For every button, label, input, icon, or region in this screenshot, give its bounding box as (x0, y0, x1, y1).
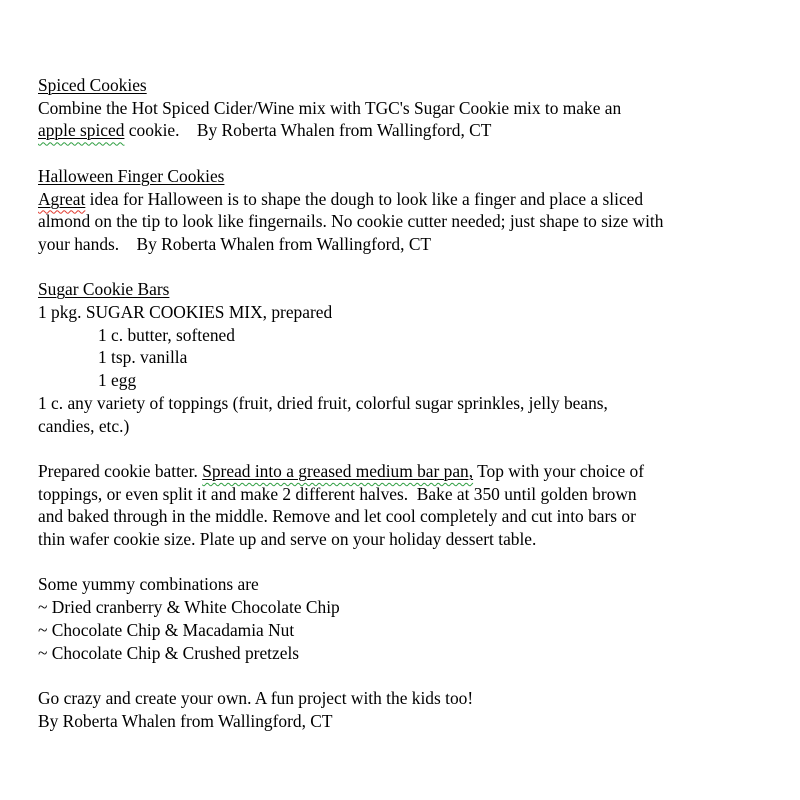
text-run: Go crazy and create your own. A fun project with the kids too! (38, 687, 474, 708)
text-run: cookie. By Roberta Whalen from Wallingford, CT (124, 120, 492, 141)
text-run: 1 c. butter, softened (98, 324, 235, 345)
text-line (38, 596, 762, 619)
text-run: 1 tsp. vanilla (98, 347, 188, 368)
text-line (38, 483, 762, 506)
text-run: your hands. By Roberta Whalen from Wallingford, CT (38, 233, 432, 254)
grammar-squiggle: apple spiced (38, 120, 125, 141)
text-run: almond on the tip to look like fingernails. No cookie cutter needed; just shape to size with (38, 211, 664, 232)
text-line (38, 210, 762, 233)
text-run: Combine the Hot Spiced Cider/Wine mix with TGC's Sugar Cookie mix to make an (38, 97, 622, 118)
heading-spiced-cookies (38, 74, 762, 97)
text-line (38, 392, 762, 415)
underlined-text: Halloween Finger Cookies (38, 165, 225, 186)
text-run: toppings, or even split it and make 2 different halves. Bake at 350 until golden brown (38, 483, 637, 504)
text-line (38, 346, 762, 369)
spellcheck-flagged-text (38, 189, 85, 209)
text-run: 1 egg (98, 370, 137, 391)
text-line (38, 460, 762, 483)
spellcheck-squiggle: Agreat (38, 188, 86, 209)
text-run: Prepared cookie batter. (38, 460, 203, 481)
text-line (38, 119, 762, 142)
heading-halloween-finger-cookies (38, 165, 762, 188)
grammar-squiggle: Spread into a greased medium bar pan, (202, 460, 474, 481)
text-run: 1 c. any variety of toppings (fruit, dried fruit, colorful sugar sprinkles, jelly beans, (38, 392, 608, 413)
text-line (38, 505, 762, 528)
text-line (38, 188, 762, 211)
text-line (38, 528, 762, 551)
text-line (38, 301, 762, 324)
grammar-flagged-text (202, 461, 473, 481)
grammar-flagged-text (38, 120, 124, 140)
blank-line (38, 256, 762, 279)
blank-line (38, 437, 762, 460)
text-run: ~ Dried cranberry & White Chocolate Chip (38, 597, 340, 618)
text-line (38, 369, 762, 392)
heading-sugar-cookie-bars (38, 278, 762, 301)
blank-line (38, 551, 762, 574)
text-run: and baked through in the middle. Remove and let cool completely and cut into bars or (38, 506, 636, 527)
underlined-text: Sugar Cookie Bars (38, 279, 170, 300)
text-run: Some yummy combinations are (38, 574, 259, 595)
text-run: 1 pkg. SUGAR COOKIES MIX, prepared (38, 302, 333, 323)
text-line (38, 97, 762, 120)
text-line (38, 415, 762, 438)
text-line (38, 233, 762, 256)
text-run: thin wafer cookie size. Plate up and serve on your holiday dessert table. (38, 529, 537, 550)
text-line (38, 710, 762, 733)
text-run: Top with your choice of (473, 460, 644, 481)
blank-line (38, 664, 762, 687)
text-run: By Roberta Whalen from Wallingford, CT (38, 710, 333, 731)
text-line (38, 619, 762, 642)
text-line (38, 687, 762, 710)
text-line (38, 324, 762, 347)
text-line (38, 573, 762, 596)
text-run: ~ Chocolate Chip & Crushed pretzels (38, 642, 300, 663)
blank-line (38, 142, 762, 165)
text-run: idea for Halloween is to shape the dough to look like a finger and place a sliced (85, 188, 644, 209)
text-run: ~ Chocolate Chip & Macadamia Nut (38, 619, 295, 640)
text-line (38, 642, 762, 665)
underlined-text: Spiced Cookies (38, 75, 147, 95)
text-run: candies, etc.) (38, 415, 130, 436)
